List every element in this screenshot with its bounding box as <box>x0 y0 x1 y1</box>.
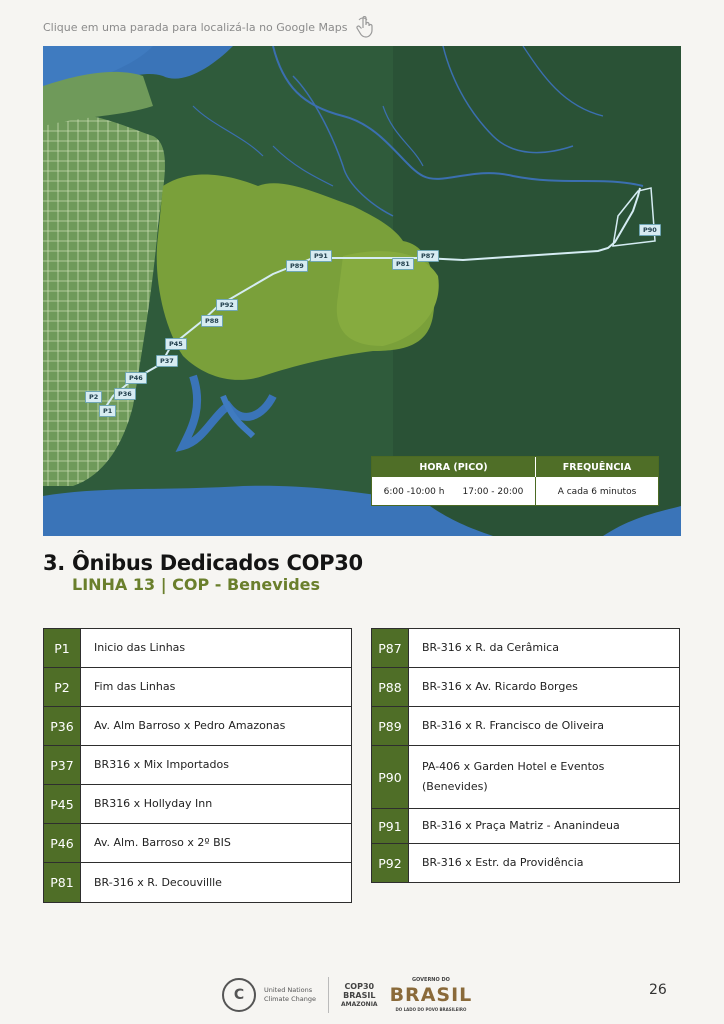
stop-description: BR316 x Mix Importados <box>94 758 229 771</box>
section-subtitle: LINHA 13 | COP - Benevides <box>72 575 321 594</box>
gov-bottom-text: DO LADO DO POVO BRASILEIRO <box>395 1007 467 1012</box>
stop-description: BR-316 x Praça Matriz - Ananindeua <box>422 819 620 832</box>
cop-line-3: AMAZONIA <box>340 1000 378 1008</box>
stop-marker-p36[interactable]: P36 <box>114 388 136 400</box>
map-hint-text: Clique em uma parada para localizá-la no Google Maps <box>43 20 348 34</box>
un-logo-text <box>264 986 316 1004</box>
schedule-morning-time: 6:00 -10:00 h <box>383 486 445 497</box>
route-map[interactable] <box>43 46 681 536</box>
stop-description: Av. Alm Barroso x Pedro Amazonas <box>94 719 286 732</box>
stop-code: P91 <box>372 809 409 843</box>
pointer-hand-icon <box>356 16 374 38</box>
schedule-table <box>371 456 659 506</box>
stop-description: BR-316 x Estr. da Providência <box>422 856 584 869</box>
stop-code: P37 <box>44 746 81 784</box>
schedule-hours-cell <box>372 477 536 506</box>
logo-divider <box>328 977 329 1013</box>
stop-marker-p87[interactable]: P87 <box>417 250 439 262</box>
cop30-logo <box>341 982 378 1009</box>
table-row[interactable] <box>44 629 351 668</box>
schedule-frequency-value: A cada 6 minutos <box>557 486 637 497</box>
table-row[interactable] <box>44 863 351 902</box>
table-row[interactable] <box>372 668 679 707</box>
stop-description: Fim das Linhas <box>94 680 176 693</box>
section-title: 3. Ônibus Dedicados COP30 <box>43 551 363 575</box>
stop-marker-p2[interactable]: P2 <box>85 391 102 403</box>
stop-code: P36 <box>44 707 81 745</box>
table-row[interactable] <box>44 707 351 746</box>
stop-marker-p88[interactable]: P88 <box>201 315 223 327</box>
table-row[interactable] <box>44 785 351 824</box>
table-row[interactable] <box>372 629 679 668</box>
stop-marker-p37[interactable]: P37 <box>156 355 178 367</box>
un-climate-change-logo <box>222 978 316 1012</box>
stop-code: P45 <box>44 785 81 823</box>
stop-code: P89 <box>372 707 409 745</box>
stop-code: P87 <box>372 629 409 667</box>
stop-description: BR-316 x R. Francisco de Oliveira <box>422 719 604 732</box>
table-row[interactable] <box>44 668 351 707</box>
footer-logos <box>222 976 472 1014</box>
table-row[interactable] <box>372 746 679 809</box>
stop-marker-p81[interactable]: P81 <box>392 258 414 270</box>
stop-code: P92 <box>372 844 409 882</box>
gov-top-text: GOVERNO DO <box>411 977 450 983</box>
stops-table-left <box>43 628 352 903</box>
schedule-header-row <box>372 457 658 477</box>
table-row[interactable] <box>372 844 679 882</box>
stop-marker-p90[interactable]: P90 <box>639 224 661 236</box>
governo-brasil-logo <box>390 976 473 1014</box>
stop-marker-p92[interactable]: P92 <box>216 299 238 311</box>
schedule-frequency-header: FREQUÊNCIA <box>562 461 632 473</box>
page-number: 26 <box>649 982 667 998</box>
table-row[interactable] <box>372 707 679 746</box>
stop-description: Av. Alm. Barroso x 2º BIS <box>94 836 231 849</box>
schedule-evening-time: 17:00 - 20:00 <box>462 486 524 497</box>
stop-code: P1 <box>44 629 81 667</box>
table-row[interactable] <box>372 809 679 844</box>
stop-marker-p45[interactable]: P45 <box>165 338 187 350</box>
stop-description: BR316 x Hollyday Inn <box>94 797 213 810</box>
stop-code: P81 <box>44 863 81 902</box>
schedule-hour-header: HORA (PICO) <box>372 457 536 477</box>
map-hint <box>43 16 374 38</box>
stop-marker-p46[interactable]: P46 <box>125 372 147 384</box>
cop-line-2: BRASIL <box>343 990 376 1000</box>
un-emblem-icon: C <box>222 978 256 1012</box>
stop-description: PA-406 x Garden Hotel e Eventos (Benevides) <box>422 760 605 793</box>
stop-code: P88 <box>372 668 409 706</box>
stop-marker-p91[interactable]: P91 <box>310 250 332 262</box>
stop-description: BR-316 x R. da Cerâmica <box>422 641 559 654</box>
table-row[interactable] <box>44 746 351 785</box>
cop-line-1: COP30 <box>344 981 375 991</box>
stop-description: BR-316 x Av. Ricardo Borges <box>422 680 578 693</box>
stops-table-right <box>371 628 680 883</box>
stop-code: P90 <box>372 746 409 808</box>
stop-code: P2 <box>44 668 81 706</box>
gov-main-text: BRASIL <box>389 984 473 1006</box>
stop-marker-p1[interactable]: P1 <box>99 405 116 417</box>
stop-description: BR-316 x R. Decouvillle <box>94 875 222 889</box>
un-line-2: Climate Change <box>264 995 316 1003</box>
schedule-data-row <box>372 477 658 506</box>
table-row[interactable] <box>44 824 351 863</box>
un-line-1: United Nations <box>264 986 313 994</box>
stop-marker-p89[interactable]: P89 <box>286 260 308 272</box>
stop-description: Inicio das Linhas <box>94 641 186 654</box>
stop-code: P46 <box>44 824 81 862</box>
